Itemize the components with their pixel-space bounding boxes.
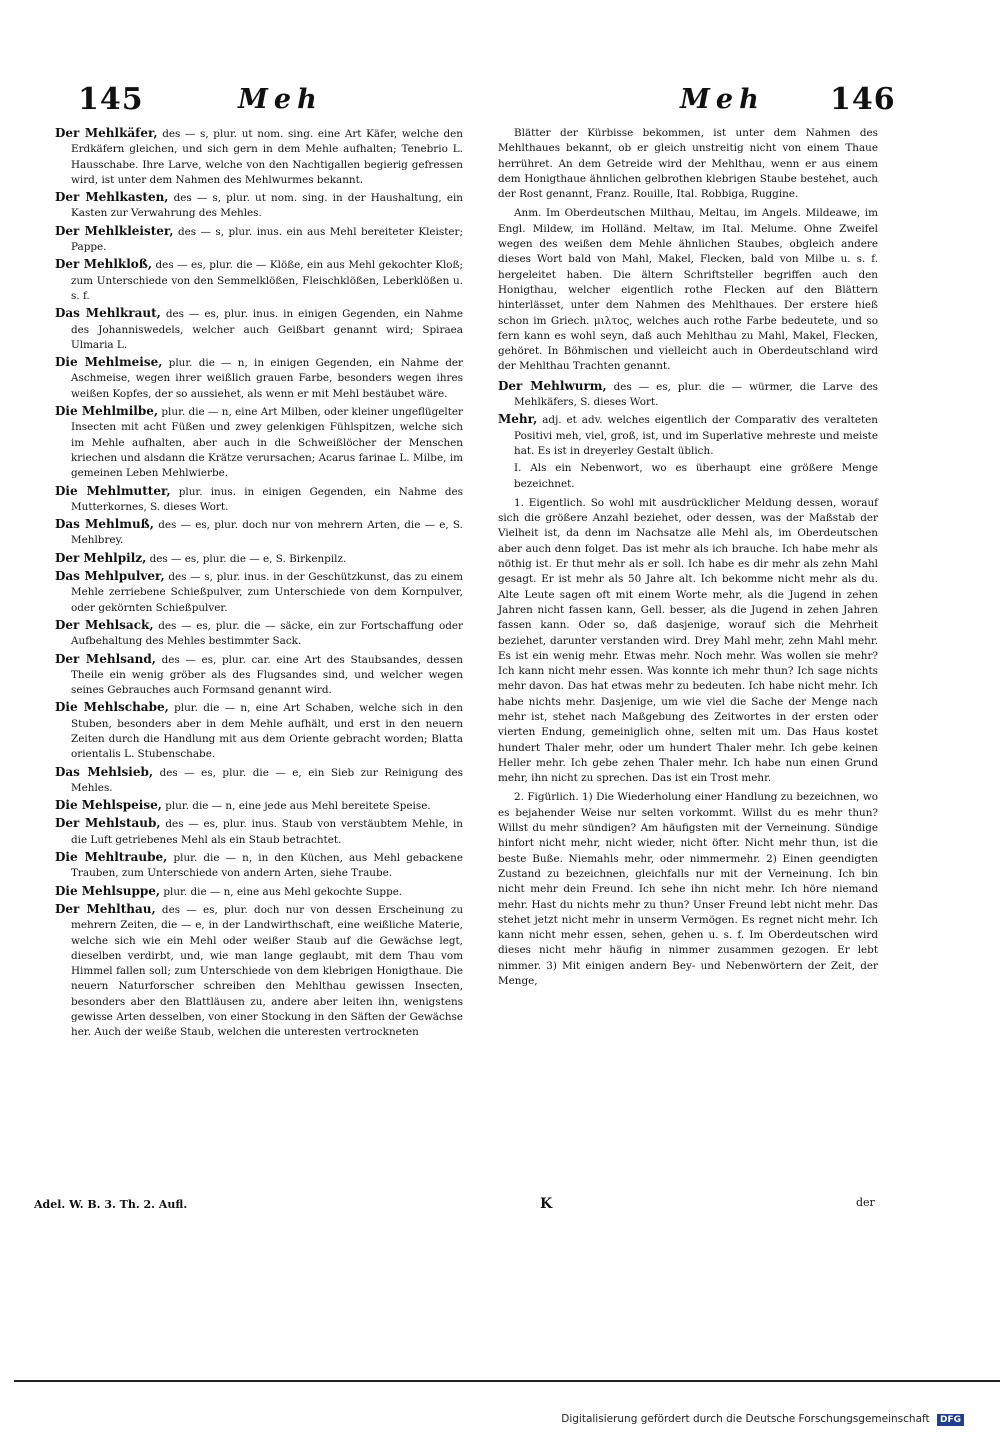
- scan-divider: [14, 1380, 1000, 1382]
- body-paragraph: Blätter der Kürbisse bekommen, ist unter dem Nahmen des Mehlthaues bekannt, ob er gleich unstreitig nicht von einem Thaue herrühret. An dem Getreide wird der Mehlthau, wenn er aus einem dem Honigthaue ähnlichen gelbrothen klebrigen Staube bestehet, auch der Rost genannt, Franz. Rouille, Ital. Robbiga, Ruggine.: [498, 127, 878, 201]
- entry-lemma: Der Mehlpilz,: [55, 550, 147, 565]
- entry-text: des — s, plur. ut nom. sing. in der Haushaltung, ein Kasten zur Verwahrung des Mehles.: [71, 192, 463, 220]
- dictionary-entry: [55, 306, 463, 353]
- entry-lemma: Mehr,: [498, 412, 538, 427]
- dictionary-entry: [55, 355, 463, 402]
- catchword: der: [856, 1196, 875, 1209]
- body-paragraph: 2. Figürlich. 1) Die Wiederholung einer Handlung zu bezeichnen, wo es bejahender Weise nur selten vorkommt. Willst du es mehr thun? Willst du mehr sündigen? Am häufigsten mit der Verneinung. Sündige hinfort nicht mehr, nicht wieder, nicht öfter. Nicht mehr thun, ist die beste Buße. Niemahls mehr, oder nimmermehr. 2) Einen geendigten Zustand zu bezeichnen, gleichfalls nur mit der Verneinung. Ich bin nicht mehr dein Freund. Ich sehe ihn nicht mehr. Ich höre niemand mehr. Hast du nichts mehr zu thun? Unser Freund lebt nicht mehr. Das stehet jetzt nicht mehr in unserm Vermögen. Es regnet nicht mehr. Ich kann nicht mehr essen, sehen, gehen u. s. f. Im Oberdeutschen wird dieses nicht mehr häufig in nimmer zusammen gezogen. Er lebt nimmer. 3) Mit einigen andern Bey- und Nebenwörtern der Zeit, der Menge,: [498, 791, 878, 988]
- entry-text: plur. die — n, eine aus Mehl gekochte Suppe.: [163, 885, 403, 898]
- funding-note: Digitalisierung gefördert durch die Deutsche Forschungsgemeinschaft: [561, 1413, 930, 1425]
- entry-lemma: Die Mehlmilbe,: [55, 404, 159, 419]
- entry-lemma: Der Mehlstaub,: [55, 816, 161, 831]
- entry-text: des — es, plur. die — würmer, die Larve des Mehlkäfers, S. dieses Wort.: [514, 380, 878, 409]
- entry-lemma: Das Mehlmuß,: [55, 517, 154, 532]
- entry-text: des — es, plur. inus. in einigen Gegenden, ein Nahme des Johanniswedels, welcher auch Geißbart genannt wird; Spiraea Ulmaria L.: [71, 308, 463, 351]
- dictionary-entry: [55, 700, 463, 762]
- dictionary-entry: [55, 850, 463, 882]
- entry-lemma: Das Mehlpulver,: [55, 569, 165, 584]
- entry-lemma: Die Mehltraube,: [55, 850, 168, 865]
- entry-lemma: Die Mehlschabe,: [55, 700, 169, 715]
- entry-text: des — es, plur. die — säcke, ein zur Fortschaffung oder Aufbehaltung des Mehles bestimmter Sack.: [71, 619, 463, 648]
- dictionary-entry: [55, 126, 463, 188]
- entry-lemma: Der Mehlkasten,: [55, 190, 169, 205]
- entry-lemma: Der Mehlkleister,: [55, 223, 174, 238]
- dictionary-entry: [55, 652, 463, 699]
- dictionary-entry: [55, 569, 463, 616]
- dictionary-entry: [55, 902, 463, 1041]
- dictionary-entry: [55, 765, 463, 797]
- body-paragraph: 1. Eigentlich. So wohl mit ausdrücklicher Meldung dessen, worauf sich die größere Anzahl beziehet, oder dessen, was der Maßstab der Vielheit ist, da denn im Nachsatze alle Mehl als, im Oberdeutschen aber auch denn folget. Das ist mehr als ich brauche. Ich habe mehr als nöthig ist. Er thut mehr als er soll. Ich habe es dir mehr als zehn Mahl gesagt. Er ist mehr als 50 Jahre alt. Ich bekomme nicht mehr als du. Alte Leute sagen oft mit einem Worte mehr, als die Jugend in zehen Jahren nicht fassen kann, Gell. besser, als die Jugend in zehen Jahren fassen kann. Oder so, daß dasjenige, worauf sich die Mehrheit beziehet, darunter verstanden wird. Drey Mahl mehr, zehn Mahl mehr. Es ist ein wenig mehr. Etwas mehr. Noch mehr. Was wollen sie mehr? Ich kann nicht mehr essen. Was konnte ich mehr thun? Ich sage nichts mehr davon. Das hat etwas mehr zu bedeuten. Ich habe nicht mehr. Ich habe nichts mehr. Dasjenige, um wie viel die Sache der Menge nach mehr ist, stehet nach Maßgebung des Zeitwortes in der ersten oder vierten Endung, gemeiniglich ohne, selten mit um. Das Haus kostet hundert Thaler mehr, oder um hundert Thaler mehr. Ich gebe keinen Heller mehr. Ich gebe zehen Thaler mehr. Ich habe nun einen Grund mehr, ihn nicht zu sprechen. Das ist ein Trost mehr.: [498, 496, 878, 785]
- left-page-number: 145: [78, 82, 144, 117]
- dictionary-entry: [55, 257, 463, 304]
- left-running-head: Meh: [238, 84, 323, 115]
- entry-text: des — es, plur. doch nur von mehrern Arten, die — e, S. Mehlbrey.: [71, 519, 463, 547]
- dictionary-entry: [55, 798, 463, 814]
- entry-lemma: Das Mehlsieb,: [55, 764, 154, 779]
- entry-text: plur. die — n, eine jede aus Mehl bereitete Speise.: [165, 800, 431, 813]
- dictionary-entry: [55, 190, 463, 222]
- entry-text: plur. inus. in einigen Gegenden, ein Nahme des Mutterkornes, S. dieses Wort.: [71, 485, 463, 513]
- dictionary-entry: [55, 224, 463, 256]
- entry-text: des — es, plur. die — Klöße, ein aus Mehl gekochter Kloß; zum Unterschiede von den Semmelklößen, Fleischklößen, Leberklößen u. s. f.: [71, 259, 463, 302]
- entry-lemma: Der Mehlwurm,: [498, 378, 607, 393]
- dictionary-entry: [55, 618, 463, 650]
- dictionary-entry: [55, 484, 463, 516]
- entry-text: des — es, plur. car. eine Art des Staubsandes, dessen Theile ein wenig gröber als des Flugsandes sind, und welcher wegen seines Gebrauches auch Formsand genannt wird.: [71, 653, 463, 697]
- entry-lemma: Die Mehlmeise,: [55, 355, 163, 370]
- right-page-number: 146: [830, 82, 896, 117]
- dictionary-entry: [498, 412, 878, 459]
- entry-text: des — es, plur. die — e, ein Sieb zur Reinigung des Mehles.: [71, 766, 463, 794]
- entry-lemma: Die Mehlmutter,: [55, 483, 171, 498]
- right-running-head: Meh: [680, 84, 765, 115]
- entry-text: plur. die — n, in einigen Gegenden, ein Nahme der Aschmeise, wegen ihrer weißlich grauen Farbe, besonders wegen ihres weißen Kopfes, der so aussiehet, als wenn er mit Mehl bestäubet wäre.: [71, 357, 463, 400]
- entry-lemma: Die Mehlspeise,: [55, 798, 162, 813]
- entry-lemma: Der Mehlsand,: [55, 651, 156, 666]
- dictionary-entry: [498, 379, 878, 411]
- dictionary-entry: [55, 517, 463, 549]
- entry-text: des — s, plur. inus. ein aus Mehl bereiteter Kleister; Pappe.: [71, 225, 463, 254]
- entry-text: des — es, plur. doch nur von dessen Erscheinung zu mehrern Zeiten, die — e, in der Landwirthschaft, eine weißliche Materie, welche sich wie ein Mehl oder weißer Staub auf die Gewächse legt, dieselben verdirbt, und, wie man lange geglaubt, mit dem Thau vom Himmel fallen soll; zum Unterschiede von dem klebrigen Honigthaue. Die neuern Naturforscher schreiben den Mehlthau gewissen Insecten, besonders aber den Blattläusen zu, andere aber leiten ihn, wenigstens gewisse Arten desselben, von einer Stockung in den Säften der Gewächse her. Auch der weiße Staub, welchen die unteresten vertrockneten: [71, 903, 464, 1039]
- dictionary-entry: [55, 551, 463, 567]
- scan-footer: [561, 1413, 964, 1426]
- entry-lemma: Der Mehlsack,: [55, 617, 154, 632]
- dfg-logo: DFG: [937, 1414, 964, 1426]
- left-column: [55, 126, 463, 1043]
- entry-text: des — es, plur. die — e, S. Birkenpilz.: [149, 552, 347, 565]
- dictionary-entry: [55, 816, 463, 848]
- entry-text: des — s, plur. ut nom. sing. eine Art Käfer, welche den Erdkäfern gleichen, und sich gern in dem Mehle aufhalten; Tenebrio L. Hausschabe. Ihre Larve, welche von den Nachtigallen begierig gefressen wird, ist unter dem Nahmen des Mehlwurmes bekannt.: [71, 128, 463, 186]
- entry-text: des — s, plur. inus. in der Geschützkunst, das zu einem Mehle zerriebene Schießpulver, zum Unterschiede von dem Kornpulver, oder gekörnten Schießpulver.: [71, 571, 463, 614]
- entry-lemma: Der Mehlthau,: [55, 901, 156, 916]
- body-paragraph: Anm. Im Oberdeutschen Milthau, Meltau, im Angels. Mildeawe, im Engl. Mildew, im Holländ. Meltaw, im Ital. Melume. Ohne Zweifel wegen des weißen dem Mehle ähnlichen Staubes, obgleich andere dieses Wort bald von Mahl, Makel, Flecken, bald von Milbe u. s. f. hergeleitet haben. Die ältern Schriftsteller begriffen auch den Honigthau, welcher eigentlich rothe Flecken auf den Blättern hinterlässet, unter dem Nahmen des Mehlthaues. Der erstere hieß schon im Griech. μιλτος, welches auch rothe Farbe bedeutete, und so fern kann es wohl seyn, daß auch Mehlthau zu Mahl, Makel, Flecken, gehöret. In Böhmischen und vielleicht auch in Oberdeutschland wird der Mehlthau Trachten genannt.: [498, 207, 878, 373]
- entry-text: des — es, plur. inus. Staub von verstäubtem Mehle, in die Luft getriebenes Mehl als ein Staub betrachtet.: [71, 818, 463, 846]
- right-column: [498, 126, 878, 993]
- signature-mark: K: [540, 1196, 553, 1212]
- entry-lemma: Der Mehlkäfer,: [55, 126, 158, 140]
- entry-text: plur. die — n, eine Art Milben, oder kleiner ungeflügelter Insecten mit acht Füßen und zwey gelenkigen Fühlspitzen, welche sich im Mehle aufhalten, aber auch in die Schweißlöcher der Menschen kriechen und alsdann die Krätze verursachen; Acarus farinae L. Milbe, im gemeinen Leben Mehlwierbe.: [71, 406, 464, 480]
- section-heading: I. Als ein Nebenwort, wo es überhaupt eine größere Menge bezeichnet.: [514, 462, 878, 490]
- entry-lemma: Der Mehlkloß,: [55, 257, 153, 272]
- entry-text: adj. et adv. welches eigentlich der Comparativ des veralteten Positivi meh, viel, groß, ist, und im Superlative mehreste und meiste hat. Es ist in dreyerley Gestalt üblich.: [514, 414, 878, 457]
- dictionary-entry: [55, 884, 463, 900]
- signature-line: Adel. W. B. 3. Th. 2. Aufl.: [34, 1198, 188, 1211]
- entry-text: plur. die — n, eine Art Schaben, welche sich in den Stuben, besonders aber in dem Mehle aufhält, und erst in den neuern Zeiten durch die Handlung mit aus dem Oriente gebracht worden; Blatta orientalis L. Stubenschabe.: [71, 702, 463, 761]
- entry-lemma: Die Mehlsuppe,: [55, 883, 161, 898]
- dictionary-entry: [55, 404, 463, 481]
- entry-lemma: Das Mehlkraut,: [55, 306, 161, 321]
- entry-text: plur. die — n, in den Küchen, aus Mehl gebackene Trauben, zum Unterschiede von andern Arten, siehe Traube.: [71, 852, 463, 880]
